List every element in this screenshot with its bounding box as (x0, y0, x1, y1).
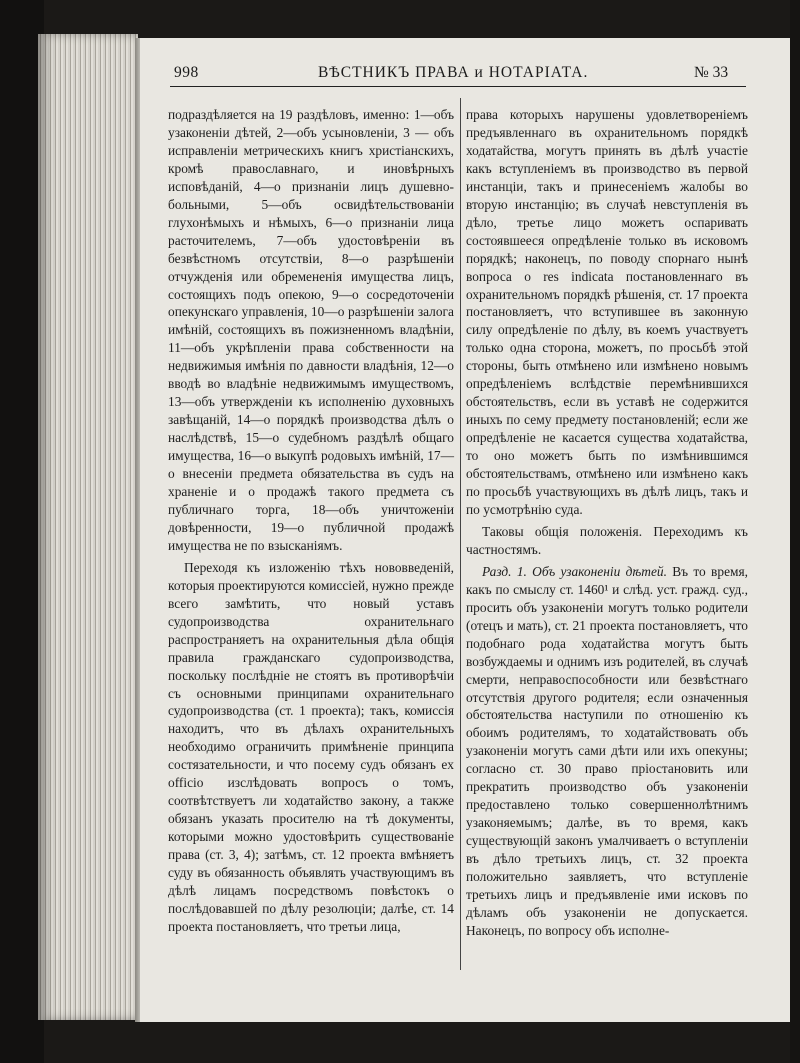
paragraph-transition: Таковы общія положенія. Переходимъ къ частностямъ. (466, 523, 748, 557)
page-number: 998 (174, 64, 199, 81)
running-header (170, 62, 746, 84)
paragraph-sections-list: подраздѣляется на 19 раздѣловъ, именно: 1—объ узаконеніи дѣтей, 2—объ усыновленіи, 3 — объ исправленіи метрическихъ книгъ христіанскихъ, кромѣ православнаго, и иновѣрныхъ исповѣданій, 4—о признаніи лицъ душевно-больными, 5—объ освидѣтельствованіи глухонѣмыхъ и нѣмыхъ, 6—о признаніи лица расточителемъ, 7—объ удостовѣреніи въ безвѣстномъ отсутствіи, 8—о разрѣшеніи отчужденія или обремененія имущества лицъ, состоящихъ подъ опекою, 9—о сосредоточеніи опекунскаго управленія, 10—о разрѣшеніи залога имѣній, состоящихъ въ пожизненномъ владѣніи, 11—объ укрѣпленіи права собственности на недвижимыя имѣнія по давности владѣнія, 12—о вводѣ во владѣніе недвижимымъ имуществомъ, 13—объ утвержденіи къ исполненію духовныхъ завѣщаній, 14—о порядкѣ производства дѣлъ о наслѣдствѣ, 15—о судебномъ раздѣлѣ общаго имущества, 16—о выкупѣ родовыхъ имѣній, 17—о внесеніи предмета обязательства въ судъ на храненіе и о продажѣ такого предмета съ публичнаго торга, 18—объ уничтоженіи довѣренности, 19—о публичной продажѣ имущества не по взысканіямъ. (168, 107, 454, 553)
paragraph-legitimation (466, 563, 748, 940)
legitimation-text: Въ то время, какъ по смыслу ст. 1460¹ и слѣд. уст. гражд. суд., просить объ узаконеніи могутъ только родители (отецъ и мать), ст. 21 проекта постановляетъ, что подобнаго рода ходатайства могутъ быть возбуждаемы и однимъ изъ родителей, въ случаѣ смерти, неправоспособности или безвѣстнаго отсутствія другого родителя; если означенныя обстоятельства наступили по отношенію къ обоимъ родителямъ, то ходатайствовать объ узаконеніи могутъ сами дѣти или ихъ опекуны; согласно ст. 30 право пріостановить или прекратить производство объ узаконеніи предоставлено только совершеннолѣтнимъ узаконяемымъ; далѣе, въ то время, какъ существующій законъ умалчиваетъ о вступленіи въ дѣло третьихъ лицъ, ст. 32 проекта положительно заявляетъ, что вступленіе третьихъ лицъ и предъявленіе ими исковъ по дѣламъ объ узаконеніи не допускается. Наконецъ, по вопросу объ исполне- (466, 563, 748, 938)
issue-number: № 33 (694, 64, 729, 81)
paragraph-third-parties: права которыхъ нарушены удовлетвореніемъ предъявленнаго въ охранительномъ порядкѣ ходатайства, могутъ принять въ дѣлѣ участіе какъ вступленіемъ въ производство въ первой инстанціи, такъ и принесеніемъ жалобы во вторую инстанцію; въ случаѣ невступленія въ дѣло, третье лицо можетъ оспаривать состоявшееся опредѣленіе только въ исковомъ порядкѣ; наконецъ, по поводу спорнаго нынѣ вопроса о res indicata постановленнаго въ охранительномъ порядкѣ рѣшенія, ст. 17 проекта постановляетъ, что вступившее въ законную силу опредѣленіе по дѣлу, въ коемъ участвуетъ только одна сторона, можетъ, по просьбѣ этой стороны, быть отмѣнено или измѣнено новымъ опредѣленіемъ вслѣдствіе перемѣнившихся обстоятельствъ, если въ уставѣ не содержится иныхъ по сему предмету постановленій; если же опредѣленіе не касается существа ходатайства, то оно можетъ быть по измѣнившимся обстоятельствамъ, отмѣнено или измѣнено какъ по просьбѣ участвующихъ въ дѣлѣ лицъ, такъ и по усмотрѣнію суда. (466, 107, 748, 517)
right-column (466, 106, 748, 940)
page-edges-stack (38, 34, 138, 1020)
header-rule (170, 86, 746, 87)
section-heading: Разд. 1. Объ узаконеніи дѣтей. (482, 563, 667, 579)
left-column (168, 106, 454, 936)
journal-title: ВѢСТНИКЪ ПРАВА и НОТАРІАТА. (318, 64, 589, 81)
column-divider (460, 98, 461, 970)
right-margin-shadow (790, 0, 800, 1063)
paragraph-innovations: Переходя къ изложенію тѣхъ нововведеній, которыя проектируются комиссіей, нужно прежде всего замѣтить, что новый уставъ судопроизводства охранительнаго распространяетъ на охранительныя дѣла общія правила гражданскаго судопроизводства, поскольку послѣдніе не стоятъ въ противорѣчіи съ основными принципами охранительнаго судопроизводства (ст. 1 проекта); такъ, комиссія находитъ, что въ дѣлахъ охранительныхъ необходимо ограничить примѣненіе принципа состязательности, и что посему судъ обязанъ ex officio изслѣдовать вопросъ о томъ, соотвѣтствуетъ ли ходатайство закону, а также обязанъ указать просителю на тѣ документы, которыми можно удостовѣрить существованіе права (ст. 3, 4); затѣмъ, ст. 12 проекта вмѣняетъ суду въ обязанность объявлять участвующимъ въ дѣлѣ лицамъ посредствомъ повѣстокъ о послѣдовавшей по дѣлу резолюціи; далѣе, ст. 14 проекта постановляетъ, что третьи лица, (168, 559, 454, 934)
